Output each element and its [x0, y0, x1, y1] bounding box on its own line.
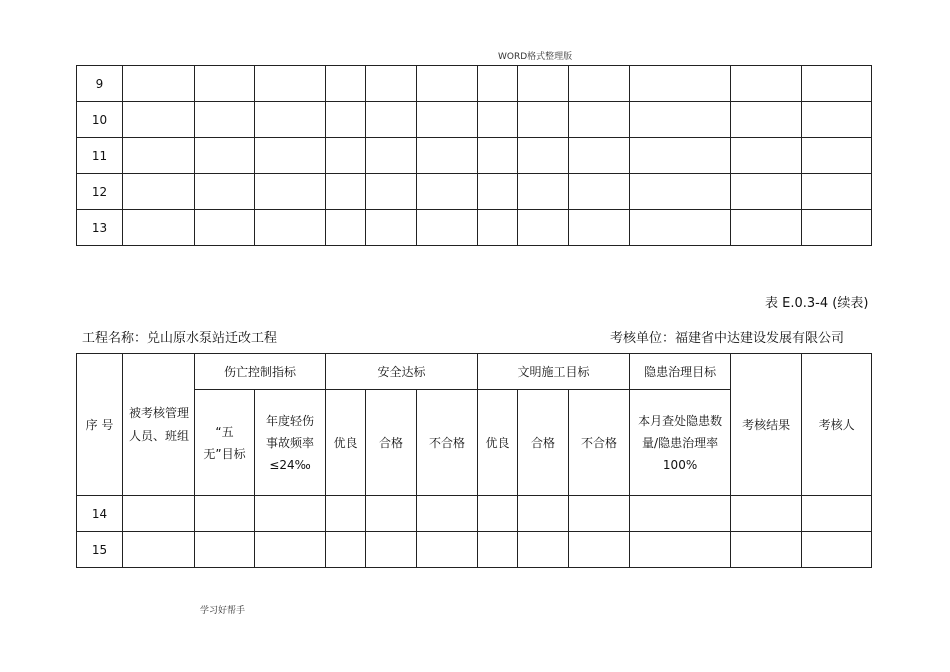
header-result: 考核结果: [731, 354, 802, 496]
page-footer: 学习好帮手: [200, 606, 246, 616]
header-fail-civil: 不合格: [569, 390, 630, 496]
table-row: [77, 210, 872, 246]
table-row: [77, 102, 872, 138]
header-hazard-rate: 本月查处隐患数量/隐患治理率 100%: [630, 390, 731, 496]
row-number: 12: [77, 174, 123, 210]
assessment-unit: 考核单位：福建省中达建设发展有限公司: [610, 331, 845, 346]
table-row: [77, 496, 872, 532]
row-number: 15: [77, 532, 123, 568]
header-injury-group: 伤亡控制指标: [195, 354, 326, 390]
header-assessor: 考核人: [802, 354, 872, 496]
header-safety-group: 安全达标: [326, 354, 478, 390]
header-fail: 不合格: [417, 390, 478, 496]
page-header: WORD格式整理版: [498, 52, 573, 62]
row-number: 11: [77, 138, 123, 174]
header-pass-civil: 合格: [518, 390, 569, 496]
header-hazard-group: 隐患治理目标: [630, 354, 731, 390]
table-code: 表 E.0.3-4 (续表): [765, 296, 869, 311]
header-excellent: 优良: [326, 390, 366, 496]
table-assessment: [76, 353, 872, 568]
header-person: 被考核管理人员、班组: [123, 354, 195, 496]
header-pass: 合格: [366, 390, 417, 496]
table-row: [77, 174, 872, 210]
table-top: [76, 65, 872, 246]
header-civil-group: 文明施工目标: [478, 354, 630, 390]
header-seq: 序 号: [77, 354, 123, 496]
row-number: 9: [77, 66, 123, 102]
row-number: 13: [77, 210, 123, 246]
header-excellent-civil: 优良: [478, 390, 518, 496]
table-row: [77, 66, 872, 102]
table-row: [77, 138, 872, 174]
project-name: 工程名称：兑山原水泵站迁改工程: [82, 331, 278, 346]
row-number: 10: [77, 102, 123, 138]
header-injury-rate: 年度轻伤事故频率≤24‰: [255, 390, 326, 496]
table-row: [77, 532, 872, 568]
header-five-none: “五无”目标: [195, 390, 255, 496]
row-number: 14: [77, 496, 123, 532]
